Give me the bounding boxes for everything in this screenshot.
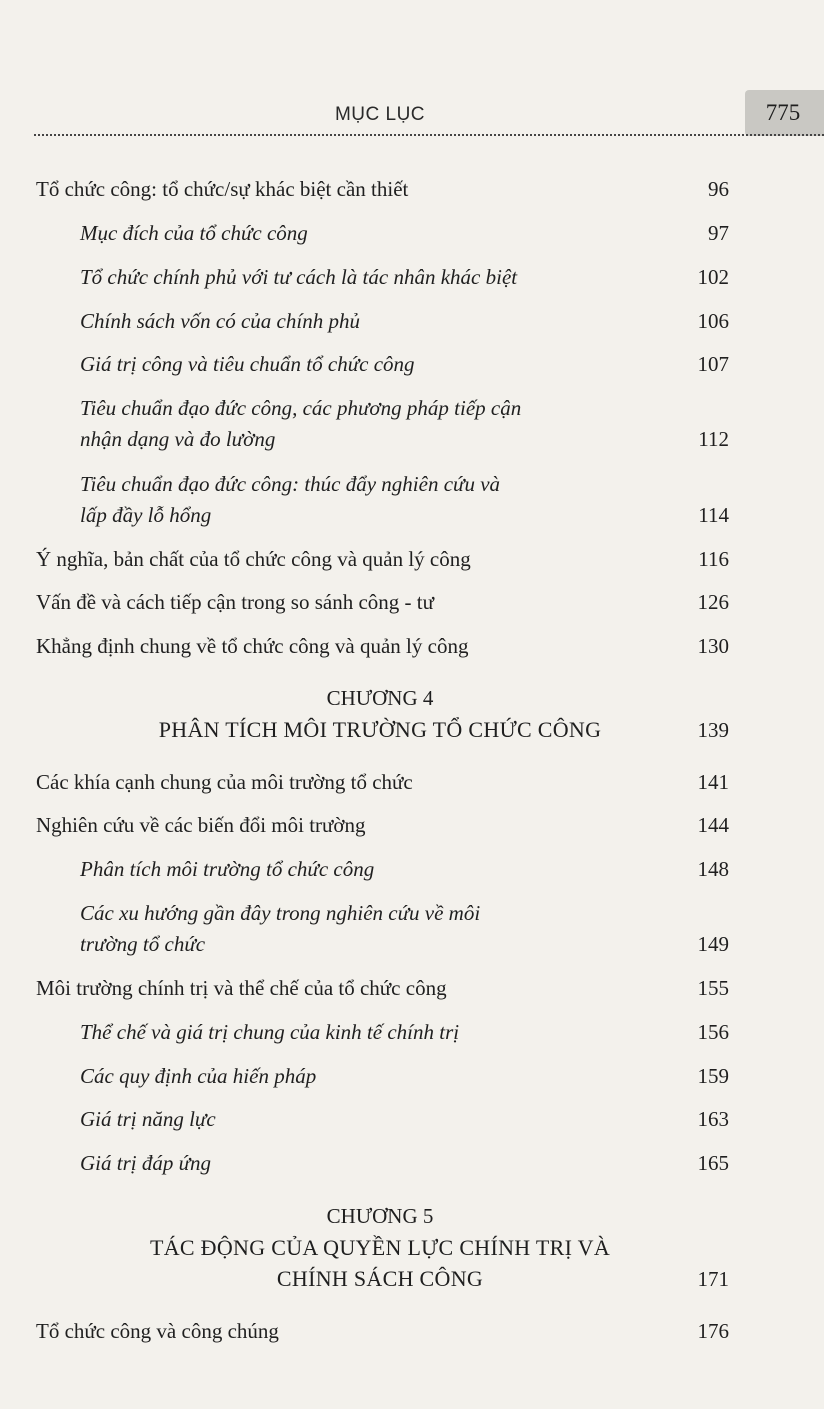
toc-entry-page: 155 <box>697 976 729 1000</box>
toc-subentry-title: Mục đích của tổ chức công <box>80 221 308 245</box>
page-number: 775 <box>765 100 801 125</box>
chapter-title: PHÂN TÍCH MÔI TRƯỜNG TỔ CHỨC CÔNG <box>158 717 602 742</box>
chapter-label: CHƯƠNG 5 <box>326 1204 434 1228</box>
running-title: MỤC LỤC <box>334 104 426 125</box>
toc-entry-title: Tổ chức công và công chúng <box>36 1319 279 1343</box>
toc-subentry-title: Tổ chức chính phủ với tư cách là tác nhân khác biệt <box>80 265 518 289</box>
toc-subentry-title-line2: trường tổ chức <box>80 932 206 956</box>
toc-subentry-title-line1: Tiêu chuẩn đạo đức công, các phương pháp tiếp cận <box>80 396 522 420</box>
toc-subentry-page: 149 <box>697 932 729 956</box>
toc-entry-title: Ý nghĩa, bản chất của tổ chức công và quản lý công <box>36 547 471 571</box>
chapter-title-line2: CHÍNH SÁCH CÔNG <box>276 1266 484 1291</box>
toc-subentry-page: 114 <box>698 503 729 527</box>
toc-subentry-page: 159 <box>697 1064 729 1088</box>
toc-entry-title: Vấn đề và cách tiếp cận trong so sánh công - tư <box>36 590 434 614</box>
toc-subentry-title: Giá trị năng lực <box>80 1107 216 1131</box>
toc-subentry-title: Phân tích môi trường tổ chức công <box>80 857 375 881</box>
header-divider <box>34 134 824 136</box>
toc-entry-title: Nghiên cứu về các biến đổi môi trường <box>36 813 366 837</box>
toc-subentry-page: 165 <box>697 1151 729 1175</box>
toc-subentry-title-line1: Tiêu chuẩn đạo đức công: thúc đẩy nghiên cứu và <box>80 472 501 496</box>
toc-entry-title: Khẳng định chung về tổ chức công và quản lý công <box>36 634 469 658</box>
toc-subentry-title: Các quy định của hiến pháp <box>80 1064 317 1088</box>
toc-subentry-title: Giá trị đáp ứng <box>80 1151 212 1175</box>
chapter-label: CHƯƠNG 4 <box>326 686 434 710</box>
toc-entry-page: 141 <box>697 770 729 794</box>
toc-subentry-page: 107 <box>697 352 729 376</box>
toc-subentry-title: Chính sách vốn có của chính phủ <box>80 309 360 333</box>
toc-subentry-title-line2: lấp đầy lỗ hổng <box>80 503 212 527</box>
toc-entry-title: Môi trường chính trị và thể chế của tổ chức công <box>36 976 447 1000</box>
toc-subentry-page: 106 <box>697 309 729 333</box>
toc-subentry-page: 156 <box>697 1020 729 1044</box>
toc-subentry-page: 163 <box>697 1107 729 1131</box>
toc-entry-title: Tổ chức công: tổ chức/sự khác biệt cần thiết <box>36 177 409 201</box>
chapter-title-line1: TÁC ĐỘNG CỦA QUYỀN LỰC CHÍNH TRỊ VÀ <box>149 1235 611 1260</box>
toc-subentry-page: 148 <box>697 857 729 881</box>
toc-subentry-title: Thể chế và giá trị chung của kinh tế chính trị <box>80 1020 460 1044</box>
toc-subentry-title-line1: Các xu hướng gần đây trong nghiên cứu về môi <box>80 901 481 925</box>
toc-subentry-page: 102 <box>697 265 729 289</box>
toc-subentry-title-line2: nhận dạng và đo lường <box>80 427 276 451</box>
chapter-page: 139 <box>697 718 729 742</box>
toc-entry-page: 176 <box>697 1319 729 1343</box>
toc-subentry-page: 112 <box>698 427 729 451</box>
toc-entry-page: 130 <box>697 634 729 658</box>
toc-entry-page: 144 <box>697 813 729 837</box>
toc-entry-title: Các khía cạnh chung của môi trường tổ chức <box>36 770 413 794</box>
toc-entry-page: 96 <box>708 177 729 201</box>
toc-subentry-title: Giá trị công và tiêu chuẩn tổ chức công <box>80 352 415 376</box>
page-header <box>0 0 824 140</box>
chapter-page: 171 <box>697 1267 729 1291</box>
toc-entry-page: 126 <box>697 590 729 614</box>
toc-entry-page: 116 <box>698 547 729 571</box>
toc-subentry-page: 97 <box>708 221 729 245</box>
